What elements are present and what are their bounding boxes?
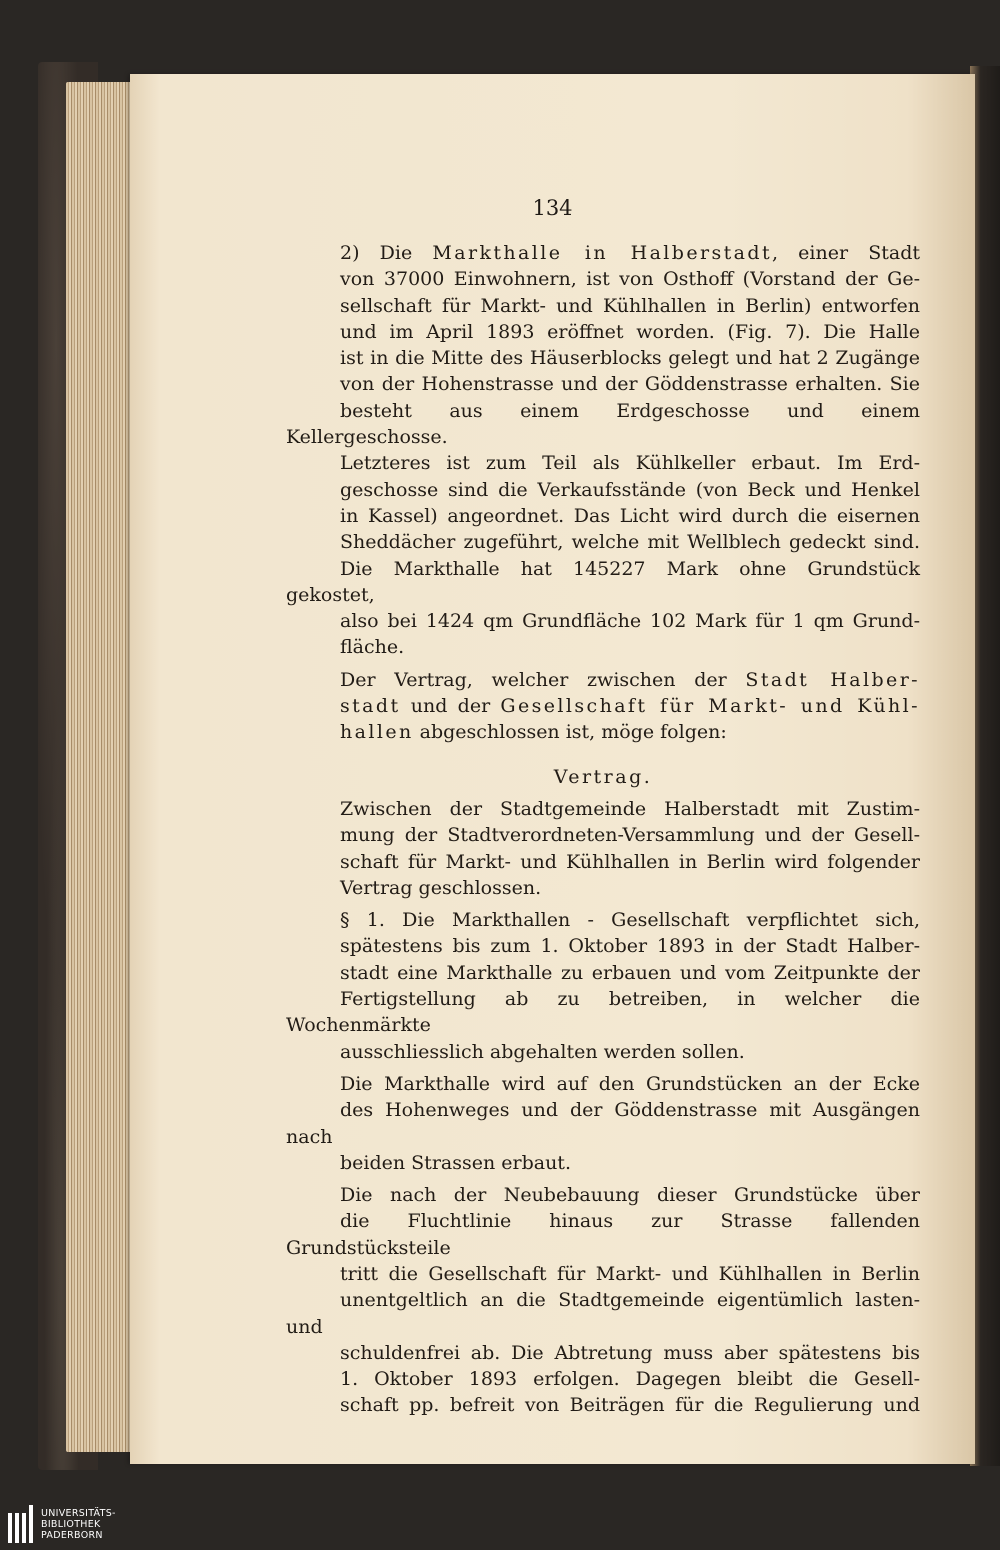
main-section (286, 240, 920, 746)
text-line (286, 319, 920, 345)
text-segment: schaft für Markt- und Kühlhallen in Berlin wird folgender (340, 850, 920, 873)
text-line (286, 1071, 920, 1097)
text-line (286, 1150, 920, 1176)
text-line (286, 293, 920, 319)
text-line (286, 667, 920, 693)
text-segment: 1. Oktober 1893 erfolgen. Dagegen bleibt die Gesell- (340, 1368, 920, 1391)
text-line (286, 1340, 920, 1366)
text-segment: Fertigstellung ab zu betreiben, in welcher die Wochenmärkte (286, 988, 920, 1037)
page-number: 134 (532, 196, 573, 220)
text-segment: geschosse sind die Verkaufsstände (von Beck und Henkel (340, 478, 920, 501)
text-segment: Die Markthalle wird auf den Grundstücken an der Ecke (340, 1072, 920, 1095)
text-segment: Zwischen der Stadtgemeinde Halberstadt mit Zustim- (340, 797, 920, 820)
text-line (286, 822, 920, 848)
text-segment: in Kassel) angeordnet. Das Licht wird durch die eisernen (340, 504, 920, 527)
text-segment: und der (400, 695, 501, 718)
text-segment: 2) Die (340, 242, 433, 264)
text-line (286, 450, 920, 476)
text-segment: spätestens bis zum 1. Oktober 1893 in der Stadt Halber- (340, 935, 920, 958)
text-line (286, 1392, 920, 1418)
text-segment: tritt die Gesellschaft für Markt- und Kühlhallen in Berlin (340, 1262, 920, 1285)
text-line (286, 398, 920, 451)
text-segment: und im April 1893 eröffnet worden. (Fig. 7). Die Halle (340, 320, 920, 343)
text-segment: also bei 1424 qm Grundfläche 102 Mark für 1 qm Grund- (340, 610, 920, 633)
text-line (286, 1287, 920, 1340)
text-line (286, 266, 920, 292)
paragraph-preamble (286, 796, 920, 901)
book-page (130, 74, 975, 1464)
paragraph-para-1 (286, 907, 920, 1065)
text-segment: schaft pp. befreit von Beiträgen für die Regulierung und (340, 1394, 920, 1417)
paragraph-location (286, 1071, 920, 1176)
text-line (286, 556, 920, 609)
text-line (286, 796, 920, 822)
text-line (286, 1208, 920, 1261)
contract-heading: Vertrag. (553, 765, 653, 788)
text-segment: , einer Stadt (771, 242, 921, 264)
text-line (286, 1182, 920, 1208)
spaced-text-segment: Markthalle in Halberstadt (432, 242, 772, 264)
text-segment: Der Vertrag, welcher zwischen der (340, 668, 746, 691)
text-segment: Vertrag geschlossen. (340, 876, 542, 899)
text-segment: ausschliesslich abgehalten werden sollen. (340, 1040, 745, 1063)
text-line (286, 960, 920, 986)
text-segment: Letzteres ist zum Teil als Kühlkeller erbaut. Im Erd- (340, 452, 920, 475)
spaced-text-segment: Stadt Halber- (745, 668, 920, 691)
text-line (286, 849, 920, 875)
body-text (286, 240, 920, 1419)
text-segment: die Fluchtlinie hinaus zur Strasse fallenden Grundstücksteile (286, 1210, 920, 1259)
text-segment: fläche. (340, 636, 405, 659)
text-line (286, 608, 920, 634)
paragraph-vertrag-intro (286, 667, 920, 746)
text-line (286, 1097, 920, 1150)
text-segment: abgeschlossen ist, möge folgen: (413, 721, 727, 744)
text-line (286, 371, 920, 397)
text-line (286, 1261, 920, 1287)
spaced-text-segment: hallen (340, 721, 414, 744)
text-segment: § 1. Die Markthallen - Gesellschaft verpflichtet sich, (340, 909, 920, 932)
text-segment: besteht aus einem Erdgeschosse und einem Kellergeschosse. (286, 399, 920, 449)
text-segment: unentgeltlich an die Stadtgemeinde eigentümlich lasten- und (286, 1289, 920, 1338)
text-segment: Sheddächer zugeführt, welche mit Wellblech gedeckt sind. (340, 531, 920, 554)
text-segment: ist in die Mitte des Häuserblocks gelegt und hat 2 Zugänge (340, 347, 920, 370)
text-line (286, 1366, 920, 1392)
text-segment: Die nach der Neubebauung dieser Grundstücke über (340, 1184, 920, 1207)
text-line (286, 240, 920, 266)
paragraph-cession (286, 1182, 920, 1419)
logo-line: PADERBORN (41, 1529, 103, 1541)
text-line (286, 529, 920, 555)
text-line (286, 693, 920, 719)
text-segment: Die Markthalle hat 145227 Mark ohne Grundstück gekostet, (286, 557, 920, 606)
text-segment: von 37000 Einwohnern, ist von Osthoff (Vorstand der Ge- (340, 268, 920, 291)
text-segment: mung der Stadtverordneten-Versammlung und der Gesell- (340, 824, 920, 847)
text-line (286, 503, 920, 529)
text-segment: des Hohenweges und der Göddenstrasse mit Ausgängen nach (286, 1099, 920, 1148)
page-edges (66, 82, 140, 1452)
logo-text (41, 1508, 116, 1541)
logo-line: BIBLIOTHEK (41, 1518, 101, 1530)
text-line (286, 933, 920, 959)
spaced-text-segment: stadt (340, 695, 401, 718)
paragraph-intro (286, 240, 920, 661)
library-logo (8, 1500, 116, 1548)
text-segment: von der Hohenstrasse und der Göddenstrasse erhalten. Sie (340, 373, 920, 396)
text-segment: schuldenfrei ab. Die Abtretung muss aber spätestens bis (340, 1341, 920, 1364)
text-line (286, 875, 920, 901)
text-line (286, 477, 920, 503)
text-line (286, 345, 920, 371)
text-segment: stadt eine Markthalle zu erbauen und vom Zeitpunkte der (340, 961, 920, 984)
contract-section (286, 796, 920, 1419)
text-line (286, 1039, 920, 1065)
text-segment: sellschaft für Markt- und Kühlhallen in Berlin) entworfen (340, 294, 920, 317)
spaced-text-segment: Gesellschaft für Markt- und Kühl- (500, 695, 920, 718)
text-line (286, 986, 920, 1039)
logo-bars-icon (8, 1505, 33, 1543)
text-segment: beiden Strassen erbaut. (340, 1151, 571, 1174)
text-line (286, 907, 920, 933)
logo-line: UNIVERSITÄTS- (41, 1507, 116, 1519)
text-line (286, 634, 920, 660)
text-line (286, 719, 920, 745)
